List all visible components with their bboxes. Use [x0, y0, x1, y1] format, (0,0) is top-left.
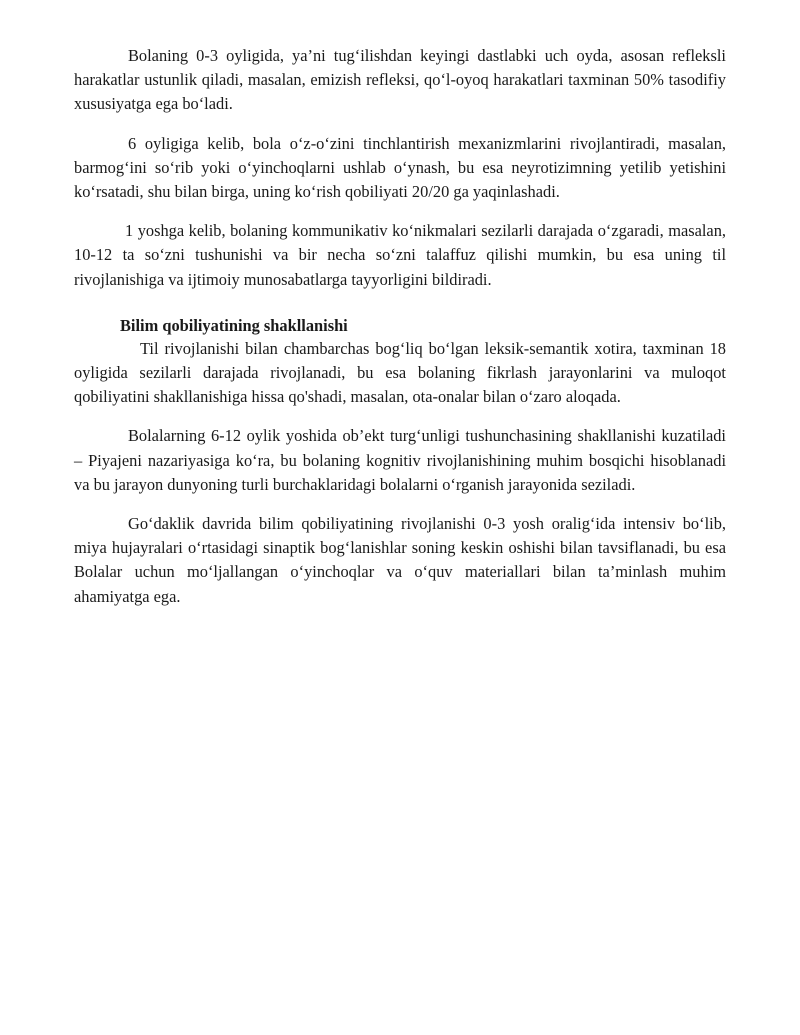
document-page — [74, 44, 726, 624]
paragraph-2: 6 oyligiga kelib, bola o‘z-o‘zini tinchlantirish mexanizmlarini rivojlantiradi, masalan, barmog‘ini so‘rib yoki o‘yinchoqlarni ushlab o‘ynash, bu esa neyrotizimning yetilib yetishini ko‘rsatadi, shu bilan birga, uning ko‘rish qobiliyati 20/20 ga yaqinlashadi. — [74, 133, 726, 202]
paragraph-5: Bolalarning 6-12 oylik yoshida ob’ekt turg‘unligi tushunchasining shakllanishi kuzatiladi – Piyajeni nazariyasiga ko‘ra, bu bolaning kognitiv rivojlanishining muhim bosqichi hisoblanadi va bu jarayon dunyoning turli burchaklaridagi bolalarni o‘rganish jarayonida seziladi. — [74, 426, 726, 494]
section-heading: Bilim qobiliyatining shakllanishi — [120, 315, 348, 335]
paragraph-3: 1 yoshga kelib, bolaning kommunikativ ko‘nikmalari sezilarli darajada o‘zgaradi, masalan, 10-12 ta so‘zni tushunishi va bir necha so‘zni talaffuz qilishi mumkin, bu esa uning til rivojlanishiga va ijtimoiy munosabatlarga tayyorligini bildiradi. — [74, 221, 726, 289]
paragraph-4: Til rivojlanishi bilan chambarchas bog‘liq bo‘lgan leksik-semantik xotira, taxminan 18 oyligida sezilarli darajada rivojlanadi, bu esa bolaning fikrlash jarayonlarini va muloqot qobiliyatini shakllanishiga hissa qo'shadi, masalan, ota-onalar bilan o‘zaro aloqada. — [74, 338, 726, 407]
paragraph-1: Bolaning 0-3 oyligida, ya’ni tug‘ilishdan keyingi dastlabki uch oyda, asosan refleksli harakatlar ustunlik qiladi, masalan, emizish refleksi, qo‘l-oyoq harakatlari taxminan 50% tasodifiy xususiyatga ega bo‘ladi. — [74, 46, 726, 114]
paragraph-6: Go‘daklik davrida bilim qobiliyatining rivojlanishi 0-3 yosh oralig‘ida intensiv bo‘lib, miya hujayralari o‘rtasidagi sinaptik bog‘lanishlar soning keskin oshishi bilan tavsiflanadi, bu esa Bolalar uchun mo‘ljallangan o‘yinchoqlar va o‘quv materiallari bilan ta’minlash muhim ahamiyatga ega. — [74, 514, 726, 606]
